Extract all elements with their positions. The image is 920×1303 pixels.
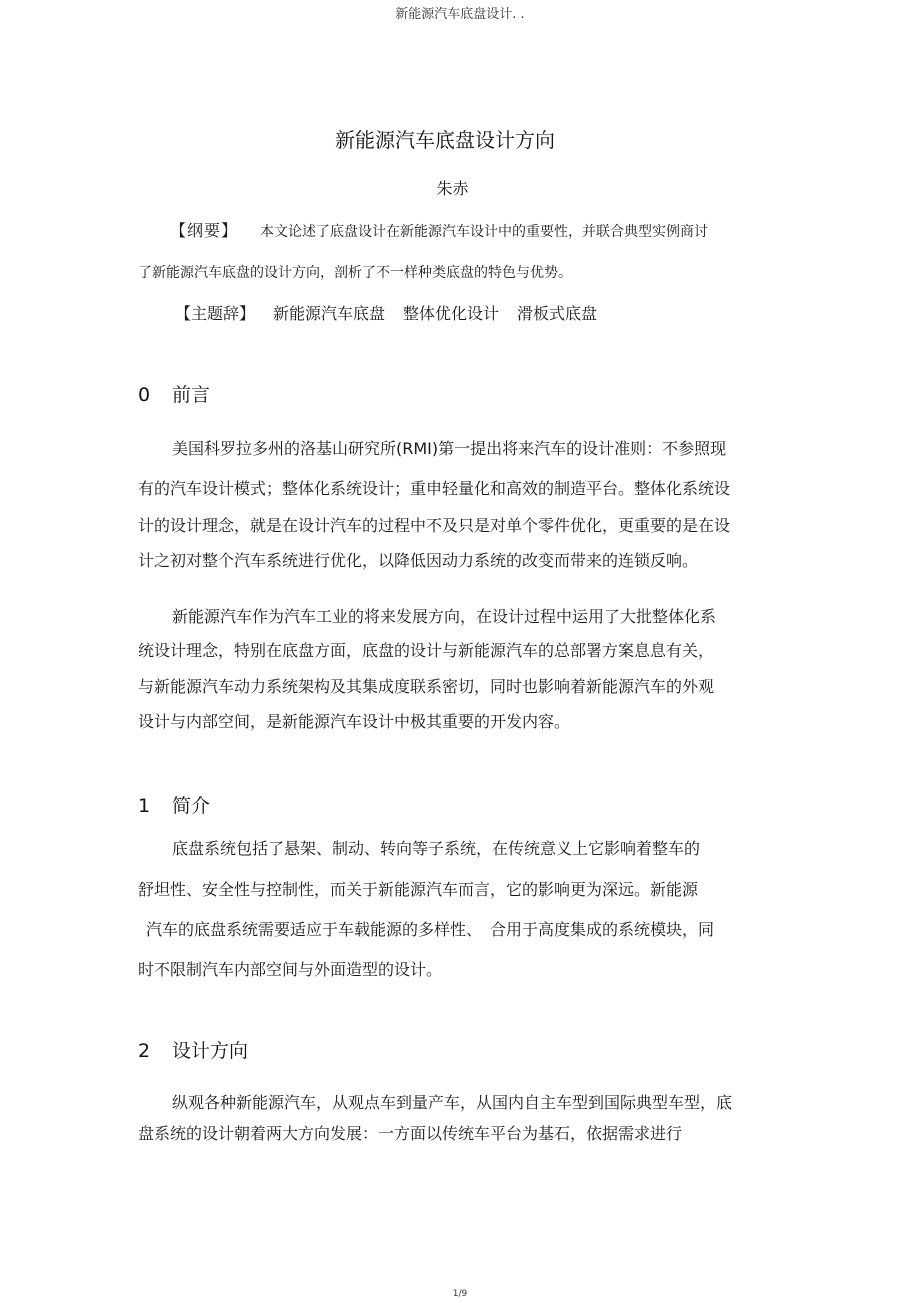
section-title: 简介 bbox=[172, 795, 211, 817]
paragraph-line: 汽车的底盘系统需要适应于车载能源的多样性、 合用于高度集成的系统模块，同 bbox=[146, 920, 715, 939]
paragraph-line: 有的汽车设计模式；整体化系统设计；重申轻量化和高效的制造平台。整体化系统设 bbox=[138, 479, 731, 498]
page-number: 1/9 bbox=[452, 1289, 468, 1299]
section-number: 1 bbox=[138, 795, 151, 817]
paragraph-line: 统设计理念，特别在底盘方面，底盘的设计与新能源汽车的总部署方案息息有关， bbox=[138, 641, 715, 660]
paragraph-line: 时不限制汽车内部空间与外面造型的设计。 bbox=[138, 960, 443, 979]
running-header: 新能源汽车底盘设计. . bbox=[395, 7, 525, 22]
abstract-line-1 bbox=[170, 218, 708, 241]
abstract-line-2: 了新能源汽车底盘的设计方向，剖析了不一样种类底盘的特色与优势。 bbox=[138, 265, 572, 281]
paragraph-line: 设计与内部空间，是新能源汽车设计中极其重要的开发内容。 bbox=[138, 712, 571, 731]
abstract-text-1: 本文论述了底盘设计在新能源汽车设计中的重要性，并联合典型实例商讨 bbox=[260, 224, 709, 240]
keyword: 滑板式底盘 bbox=[517, 304, 598, 323]
section-heading-1 bbox=[138, 791, 210, 818]
keyword: 新能源汽车底盘 bbox=[273, 304, 386, 323]
section-heading-2 bbox=[138, 1036, 248, 1063]
paragraph-line: 计的设计理念，就是在设计汽车的过程中不及只是对单个零件优化，更重要的是在设 bbox=[138, 516, 731, 535]
section-title: 设计方向 bbox=[172, 1040, 249, 1062]
paragraph-line: 与新能源汽车动力系统架构及其集成度联系密切，同时也影响着新能源汽车的外观 bbox=[138, 677, 715, 696]
paragraph-line: 底盘系统包括了悬架、制动、转向等子系统，在传统意义上它影响着整车的 bbox=[172, 839, 701, 858]
keyword: 整体优化设计 bbox=[403, 304, 500, 323]
author-name: 朱赤 bbox=[436, 179, 469, 198]
paragraph-line: 计之初对整个汽车系统进行优化，以降低因动力系统的改变而带来的连锁反响。 bbox=[138, 551, 699, 570]
document-title: 新能源汽车底盘设计方向 bbox=[335, 128, 555, 152]
paragraph-line: 舒坦性、安全性与控制性，而关于新能源汽车而言，它的影响更为深远。新能源 bbox=[138, 880, 699, 899]
paragraph-line: 盘系统的设计朝着两大方向发展：一方面以传统车平台为基石，依据需求进行 bbox=[138, 1124, 683, 1143]
paragraph-line: 新能源汽车作为汽车工业的将来发展方向，在设计过程中运用了大批整体化系 bbox=[172, 607, 717, 626]
keywords bbox=[175, 301, 597, 324]
abstract-tag: 【纲要】 bbox=[170, 221, 239, 240]
section-heading-0 bbox=[138, 380, 210, 407]
paragraph-line: 美国科罗拉多州的洛基山研究所(RMI)第一提出将来汽车的设计准则：不参照现 bbox=[172, 439, 727, 458]
section-number: 2 bbox=[138, 1040, 151, 1062]
section-number: 0 bbox=[138, 384, 151, 406]
keywords-tag: 【主题辞】 bbox=[175, 304, 256, 323]
section-title: 前言 bbox=[172, 384, 211, 406]
paragraph-line: 纵观各种新能源汽车，从观点车到量产车，从国内自主车型到国际典型车型，底 bbox=[172, 1093, 733, 1112]
